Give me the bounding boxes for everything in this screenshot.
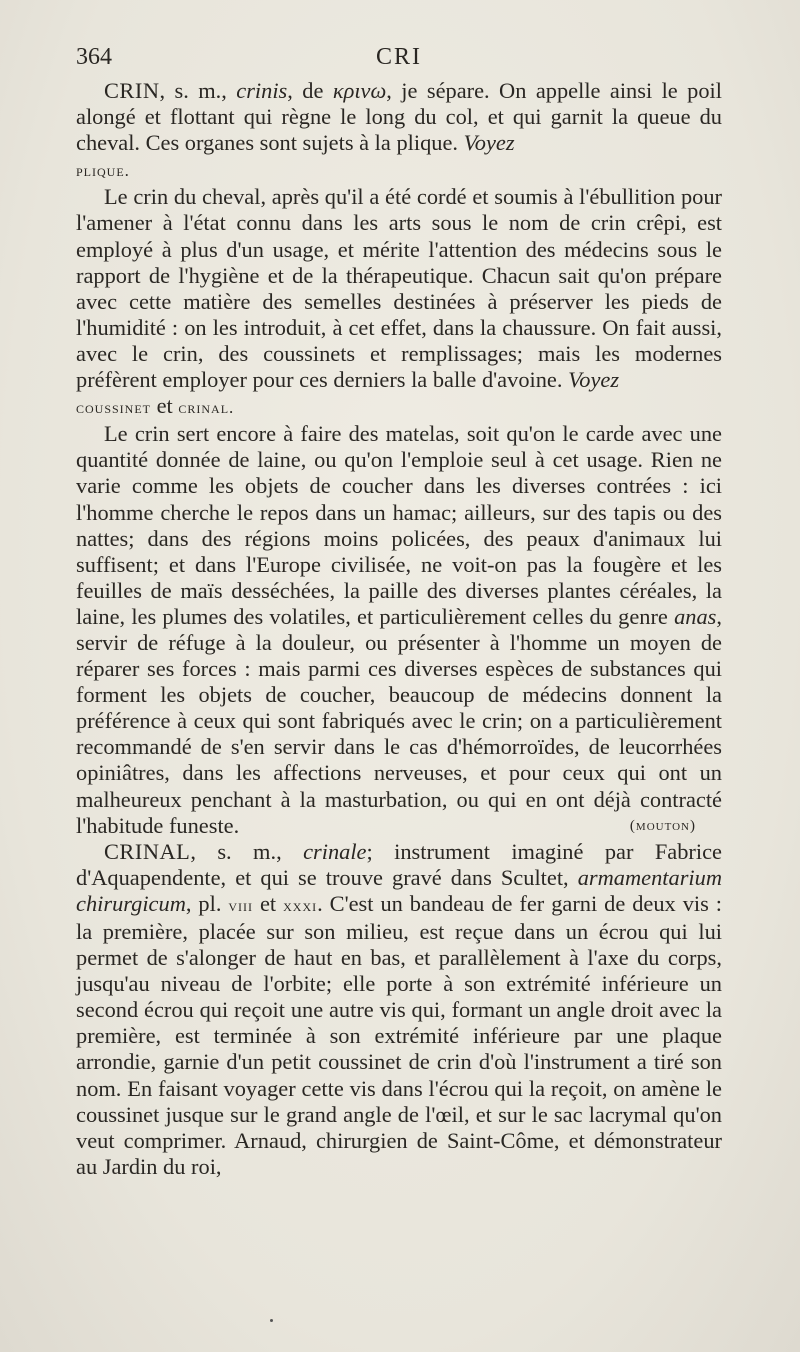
book-title: armamentarium chirurgicum [76,864,722,916]
entry-crin [76,78,722,184]
entry-text: ; instrument imaginé par Fabrice d'Aquapendente, et qui se trouve gravé dans Scultet, [76,838,722,890]
entry-text: , s. m., [159,78,237,103]
entry-crinal [76,839,722,1180]
paragraph-text: , servir de réfuge à la douleur, ou présenter à l'homme un moyen de réparer ses forces : mais parmi ces diverses espèces de substances qui forment les objets de coucher, beaucoup de médecins donnent la préférence à ceux qui sont fabriqués avec le crin; on a particulièrement recommandé de s'en servir dans le cas d'hémorroïdes, de leucorrhées opiniâtres, dans les affections nerveuses, et pour ceux qui ont un malheureux penchant à la masturbation, ou qui en ont déjà contracté l'habitude funeste. [76,603,722,838]
headword: CRIN [104,78,160,103]
ink-speck [270,1319,273,1322]
body-text [76,78,722,1180]
latin-term: crinis [236,78,288,103]
entry-text: et [151,393,179,419]
cross-ref: coussinet [76,398,152,418]
latin-term: crinale [303,838,367,864]
headword: CRINAL [104,838,191,864]
cross-ref: plique. [76,161,130,181]
entry-text: , de [287,78,333,103]
author-signature: (mouton) [629,817,696,834]
plate-number: xxxi [283,895,318,915]
entry-text: , pl. [185,890,229,916]
entry-text: et [253,890,284,916]
paragraph [76,184,722,421]
latin-term: anas [674,603,717,629]
paragraph-text: Le crin du cheval, après qu'il a été cordé et soumis à l'ébullition pour l'amener à l'état connu dans les arts sous le nom de crin crêpi, est employé à plus d'un usage, et mérite l'attention des médecins sous le rapport de l'hygiène et de la thérapeutique. Chacun sait qu'on prépare avec cette matière des semelles destinées à préserver les pieds de l'humidité : on les introduit, à cet effet, dans la chaussure. On fait aussi, avec le crin, des coussinets et remplissages; mais les modernes préfèrent employer pour ces derniers la balle d'avoine. [76,184,722,393]
page-number: 364 [76,44,112,70]
plate-number: viii [228,895,254,915]
greek-term: κρινω [332,78,387,103]
section-heading: CRI [375,44,422,70]
paragraph [76,421,722,839]
entry-text: , s. m., [190,838,304,864]
cross-ref: crinal. [178,398,235,418]
cross-ref-label: Voyez [463,130,515,156]
running-head [76,36,722,78]
paragraph-text: Le crin sert encore à faire des matelas, soit qu'on le carde avec une quantité donnée de laine, ou qu'on l'emploie seul à cet usage. Rien ne varie comme les objets de coucher dans les diverses contrées : ici l'homme cherche le repos dans un hamac; ailleurs, sur des tapis ou des nattes; dans des régions moins policées, des peaux d'animaux lui suffisent; et dans l'Europe civilisée, ne voit-on pas la fougère et les feuilles de maïs desséchées, la paille des diverses plantes céréales, la laine, les plumes des volatiles, et particulièrement celles du genre [76,421,722,629]
entry-text: , je sépare. On appelle ainsi le poil alongé et flottant qui règne le long du col, et qui garnit la queue du cheval. Ces organes sont sujets à la plique. [76,78,722,156]
cross-ref-label: Voyez [568,367,620,393]
entry-text: . C'est un bandeau de fer garni de deux vis : la première, placée sur son milieu, est reçue dans un écrou qui lui permet de s'alonger de haut en bas, et parallèlement à l'axe du corps, jusqu'au niveau de l'orbite; elle porte à son extrémité inférieure un second écrou qui reçoit une autre vis qui, formant un angle droit avec la première, est terminée à son extrémité inférieure par une plaque arrondie, garnie d'un petit coussinet de crin d'où l'instrument a tiré son nom. En faisant voyager cette vis dans l'écrou qui la reçoit, on amène le coussinet jusque sur le grand angle de l'œil, et sur le sac lacrymal qu'on veut comprimer. Arnaud, chirurgien de Saint-Côme, et démonstrateur au Jardin du roi, [76,890,723,1179]
